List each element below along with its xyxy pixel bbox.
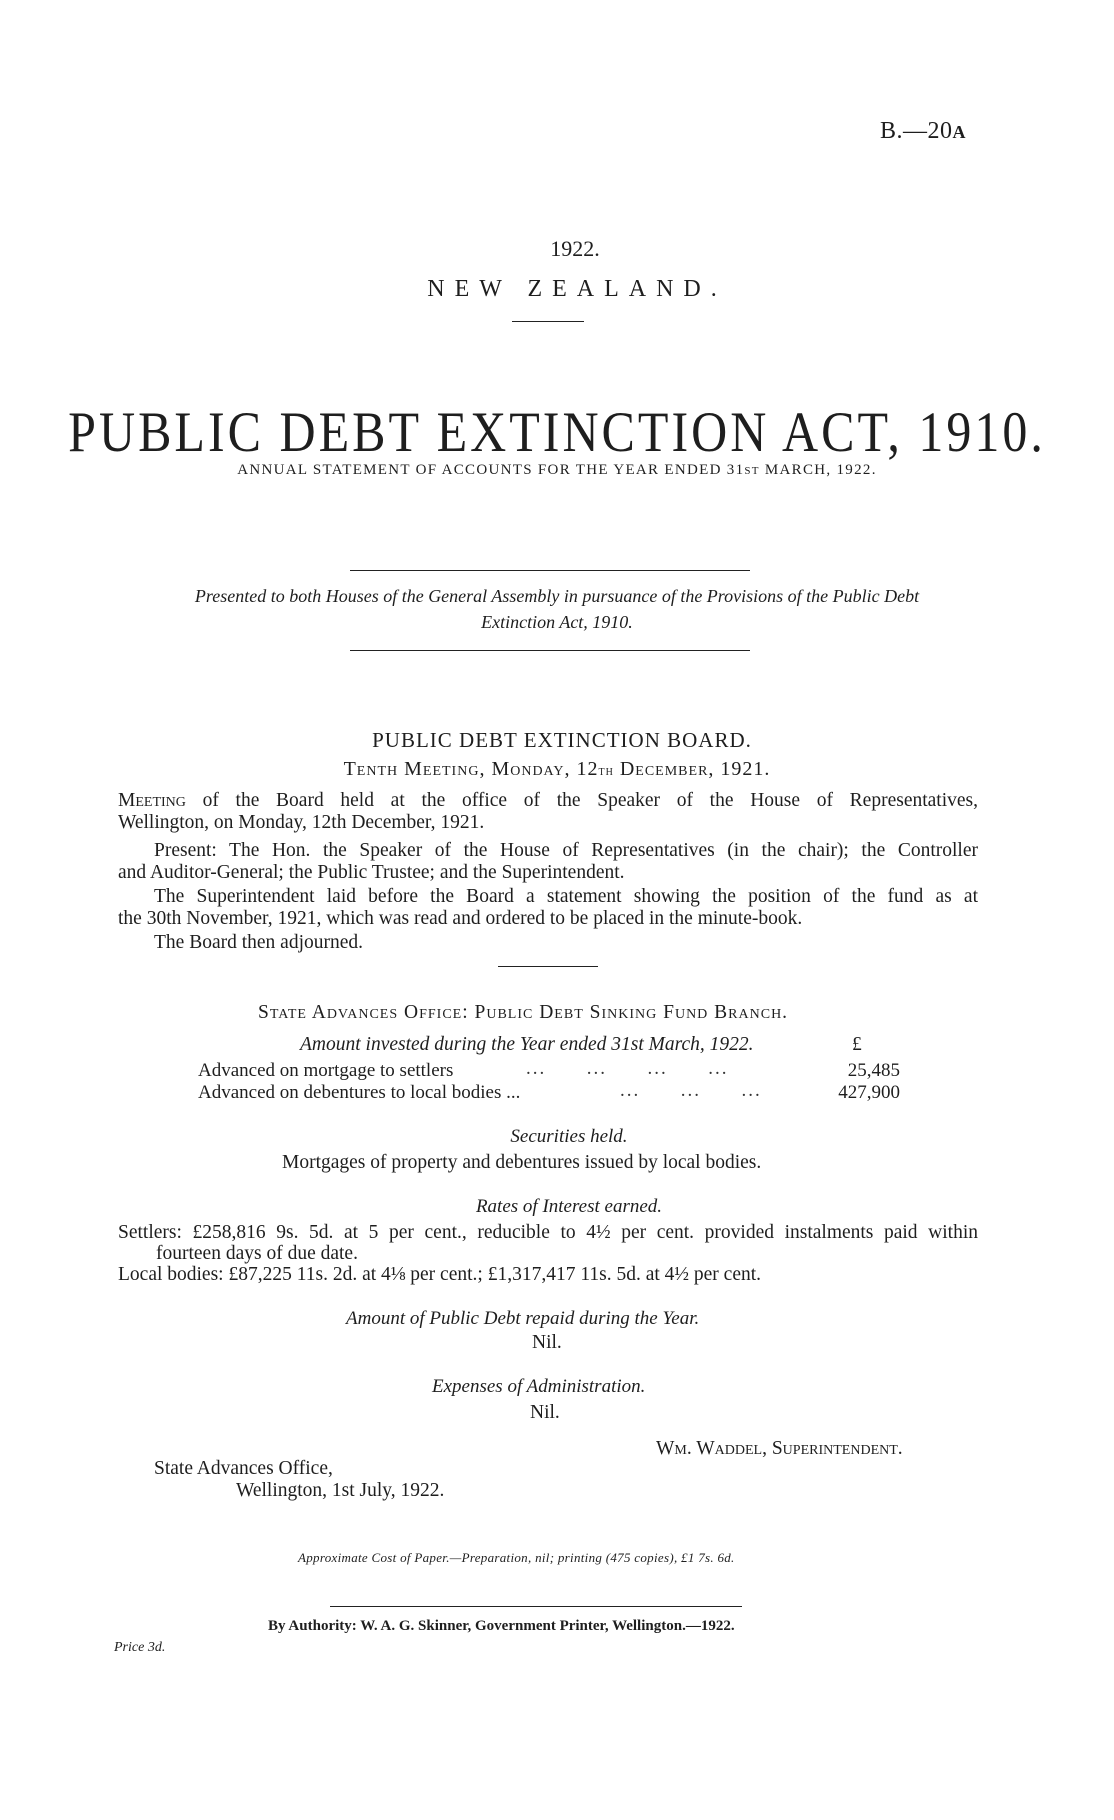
divider-3	[350, 650, 750, 651]
presented-line-2: Extinction Act, 1910.	[481, 612, 633, 632]
amount-heading: Amount invested during the Year ended 31st March, 1922.	[300, 1034, 754, 1055]
para1-lead: Meeting	[118, 790, 186, 811]
para2-line1: Present: The Hon. the Speaker of the House of Representatives (in the chair); the Controller	[154, 840, 978, 861]
settlers-line2: fourteen days of due date.	[156, 1243, 358, 1264]
country: NEW ZEALAND.	[427, 276, 727, 302]
row-label: Advanced on mortgage to settlers	[198, 1060, 454, 1081]
meeting-line-prefix: Tenth Meeting, Monday, 12	[343, 758, 599, 780]
main-title: PUBLIC DEBT EXTINCTION ACT, 1910.	[68, 399, 1046, 464]
row-value: 427,900	[838, 1082, 900, 1103]
subtitle	[0, 462, 1114, 479]
divider-4	[498, 966, 598, 967]
currency-symbol: £	[852, 1034, 862, 1055]
subtitle-prefix: ANNUAL STATEMENT OF ACCOUNTS FOR THE YEAR ENDED 31	[237, 462, 745, 478]
rates-heading: Rates of Interest earned.	[475, 1196, 663, 1217]
para1-line2: Wellington, on Monday, 12th December, 1921.	[118, 812, 485, 833]
board-para-4: The Board then adjourned.	[154, 932, 364, 953]
row-dots: ... ... ... ...	[526, 1058, 729, 1079]
reference-suffix: A	[952, 122, 967, 142]
expenses-value: Nil.	[530, 1402, 560, 1423]
row-label: Advanced on debentures to local bodies ...	[198, 1082, 521, 1103]
settlers-line1: Settlers: £258,816 9s. 5d. at 5 per cent., reducible to 4½ per cent. provided instalments paid within	[118, 1222, 978, 1243]
subtitle-ordinal: ST	[744, 465, 760, 477]
price: Price 3d.	[114, 1640, 166, 1655]
board-para-1	[118, 790, 978, 834]
meeting-line-suffix: December, 1921.	[613, 758, 771, 780]
divider-5	[330, 1606, 742, 1607]
divider-2	[350, 570, 750, 571]
document-reference	[880, 118, 966, 145]
meeting-line-ordinal: th	[598, 764, 614, 779]
securities-heading: Securities held.	[510, 1126, 628, 1147]
meeting-line	[0, 758, 1114, 781]
board-heading: PUBLIC DEBT EXTINCTION BOARD.	[372, 728, 752, 752]
para3-line1: The Superintendent laid before the Board a statement showing the position of the fund as at	[154, 886, 978, 907]
office-line: State Advances Office,	[154, 1458, 333, 1479]
para3-line2: the 30th November, 1921, which was read and ordered to be placed in the minute-book.	[118, 908, 803, 929]
rates-settlers	[118, 1222, 978, 1264]
expenses-heading: Expenses of Administration.	[432, 1376, 646, 1397]
repaid-value: Nil.	[532, 1332, 562, 1353]
rates-local-bodies: Local bodies: £87,225 11s. 2d. at 4⅛ per cent.; £1,317,417 11s. 5d. at 4½ per cent.	[118, 1264, 762, 1285]
year: 1922.	[550, 236, 600, 261]
row-dots: ... ... ...	[620, 1080, 762, 1101]
place-date-line: Wellington, 1st July, 1922.	[236, 1480, 445, 1501]
para2-line2: and Auditor-General; the Public Trustee; and the Superintendent.	[118, 862, 625, 883]
cost-note: Approximate Cost of Paper.—Preparation, nil; printing (475 copies), £1 7s. 6d.	[298, 1550, 735, 1565]
reference-code: B.—20	[880, 118, 953, 144]
row-value: 25,485	[847, 1060, 900, 1081]
securities-text: Mortgages of property and debentures issued by local bodies.	[282, 1152, 762, 1173]
para1-line1-rest: of the Board held at the office of the Speaker of the House of Representatives,	[185, 790, 978, 811]
signature: Wm. Waddel, Superintendent.	[656, 1438, 903, 1459]
divider-1	[512, 321, 584, 322]
repaid-heading: Amount of Public Debt repaid during the Year.	[346, 1308, 700, 1329]
subtitle-suffix: MARCH, 1922.	[759, 462, 877, 478]
sinking-fund-heading: State Advances Office: Public Debt Sinking Fund Branch.	[258, 1002, 789, 1023]
board-para-3	[118, 886, 978, 930]
board-para-2	[118, 840, 978, 884]
presented-line-1: Presented to both Houses of the General Assembly in pursuance of the Provisions of the Public Debt	[194, 586, 920, 606]
authority-line: By Authority: W. A. G. Skinner, Government Printer, Wellington.—1922.	[268, 1618, 735, 1634]
